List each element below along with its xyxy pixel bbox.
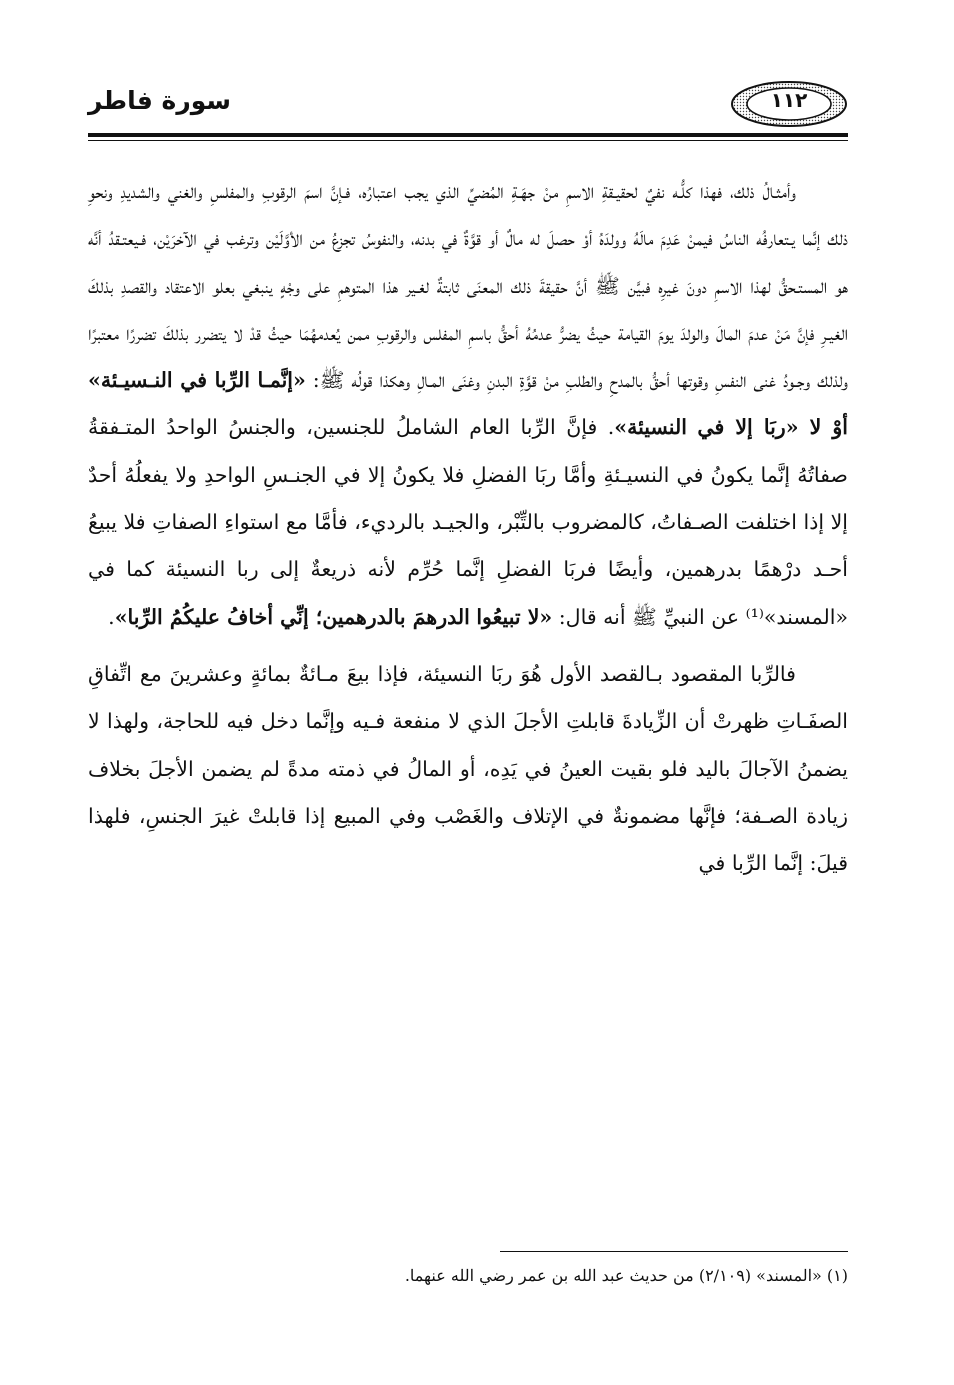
footnote-separator	[500, 1251, 848, 1252]
text-segment: غيرِه فبيَّن ﷺ أنَّ حقيقةَ ذلك المعنَى ثابتةٌ لغـير هذا المتوهمِ على وجْهٍ ينبغي	[242, 273, 679, 298]
text-segment: دخل فيه للحاجة، ولهذا لا يضمنُ الآجالَ باليد فلو بقيت العينُ في يَدِه، أو	[88, 709, 848, 781]
main-text	[88, 168, 848, 887]
text-segment: لأنه ذريعةٌ إلى ربا النسيئة كما في «المسند»⁽¹⁾ عن النبيِّ ﷺ أنه قال:	[88, 557, 848, 629]
page-number-ornament	[730, 80, 848, 128]
text-segment: تضررًا معتبرًا ولذلك وجـودُ غنى النفسِ وقوتها أحقُّ بالمدحِ والطلبِ منْ قوَّةِ	[88, 320, 849, 393]
text-segment: البدنِ وغنَى المـالِ وهكذا قولُه ﷺ:	[305, 368, 513, 393]
text-segment: استواءِ الصفاتِ فلا يبيعُ أحـد درْهمًا بدرهمين، وأيضًا فربَا الفضلِ إنَّما حُرِّم	[88, 510, 848, 582]
paragraph	[88, 651, 848, 887]
page-number: ١١٢	[770, 88, 808, 112]
text-segment: بعلو الاعتقاد والقصدِ بذلكَ الغيـرِ فإنَّ مَنْ عدمَ المالَ والولدَ يومَ القيامة حيثُ	[88, 273, 848, 345]
text-segment: اعتبارُه، فـإنَّ اسمَ الرقوبِ والمفلسِ والغني والشديدِ ونحوِ ذلك إنَّما يـتعارفُه	[88, 179, 848, 251]
header-rule-thin	[88, 140, 848, 141]
text-segment: .	[108, 604, 115, 629]
paragraph	[88, 168, 848, 641]
text-segment: فالرِّبا المقصود بـالقصد الأول هُوَ ربَا النسيئة، فإذا بيعَ مـائةٌ بمائةٍ وعشرينَ	[169, 661, 796, 686]
page-header	[88, 80, 848, 140]
text-segment: الإتلاف والغَصْب وفي المبيع إذا قابلتْ غيرَ الجنسِ، فلهذا قيلَ: إنَّما الرِّبا في	[88, 803, 848, 876]
hadith-quote: «إنَّمـا الرِّبا في النـسيـئة» أوْ لا «ربَا إلا في	[88, 368, 848, 440]
text-segment: أحدٌ إلا إذا اختلفت الصـفاتُ، كالمضروب بالتِّبْر، والجيـد بالرديء، فأمَّا مع	[88, 462, 848, 535]
text-segment: مع اتِّفاقِ الصفَـاتِ ظهرتْ أن الزِّيادةَ قابلتِ الأجلَ الذي لا منفعة فـيه وإنَّما	[88, 661, 848, 734]
hadith-quote: «لا تبيعُوا	[476, 604, 553, 629]
text-segment: من الأوَّلَيْن وترغب في الآخرَيْن، فـيعتـقدُ أنَّه هو المستـحقُّ لهذا الاسمِ دونَ	[88, 226, 848, 298]
footnote: (١) «المسند» (٢/١٠٩) من حديث عبد الله بن عمر رضي الله عنهما.	[404, 1266, 848, 1285]
hadith-quote: الدرهمَ بالدرهمين؛ إنِّي أخافُ عليكُمُ الرِّبا»	[114, 604, 470, 629]
text-segment: الناسُ فيمنْ عَدِمَ مالَهُ وولدَهُ أوْ حصلَ له مالٌ أو قوَّةٌ في بدنه، والنفوسُ تجزعُ	[332, 226, 750, 251]
text-segment: يكونُ في النسيـئةِ وأمَّا ربَا الفضلِ فلا يكونُ إلا في الجنـسِ الواحدِ ولا يفعلُهُ	[124, 462, 754, 487]
text-segment: وأمثـالُ ذلك، فهذا كلُّـه نفيٌ لحقيـقةِ الاسمِ منْ جهَـةِ المُضيِّ الذي يجب	[404, 179, 797, 203]
text-segment: المالُ في ذمته مدةً لم يضمن الأجلَ بخلاف زيادة الصـفة؛ فإنَّها مضمونةٌ في	[88, 756, 848, 828]
header-rule	[88, 133, 848, 137]
text-segment: . فإنَّ الرِّبا العام الشاملُ للجنسين، والجنسُ الواحدُ المتـفقةُ صفاتُهُ إنَّما	[88, 415, 848, 487]
text-segment: يضرُّ عدمُهُ أحقُّ باسمِ المفلس والرقوبِ ممن يُعدمهُمَا حيثُ قدْ لا يتضرر بذلكَ	[162, 320, 580, 345]
hadith-quote: النسيئة»	[614, 415, 687, 440]
surah-title: سورة فاطر	[88, 86, 231, 115]
